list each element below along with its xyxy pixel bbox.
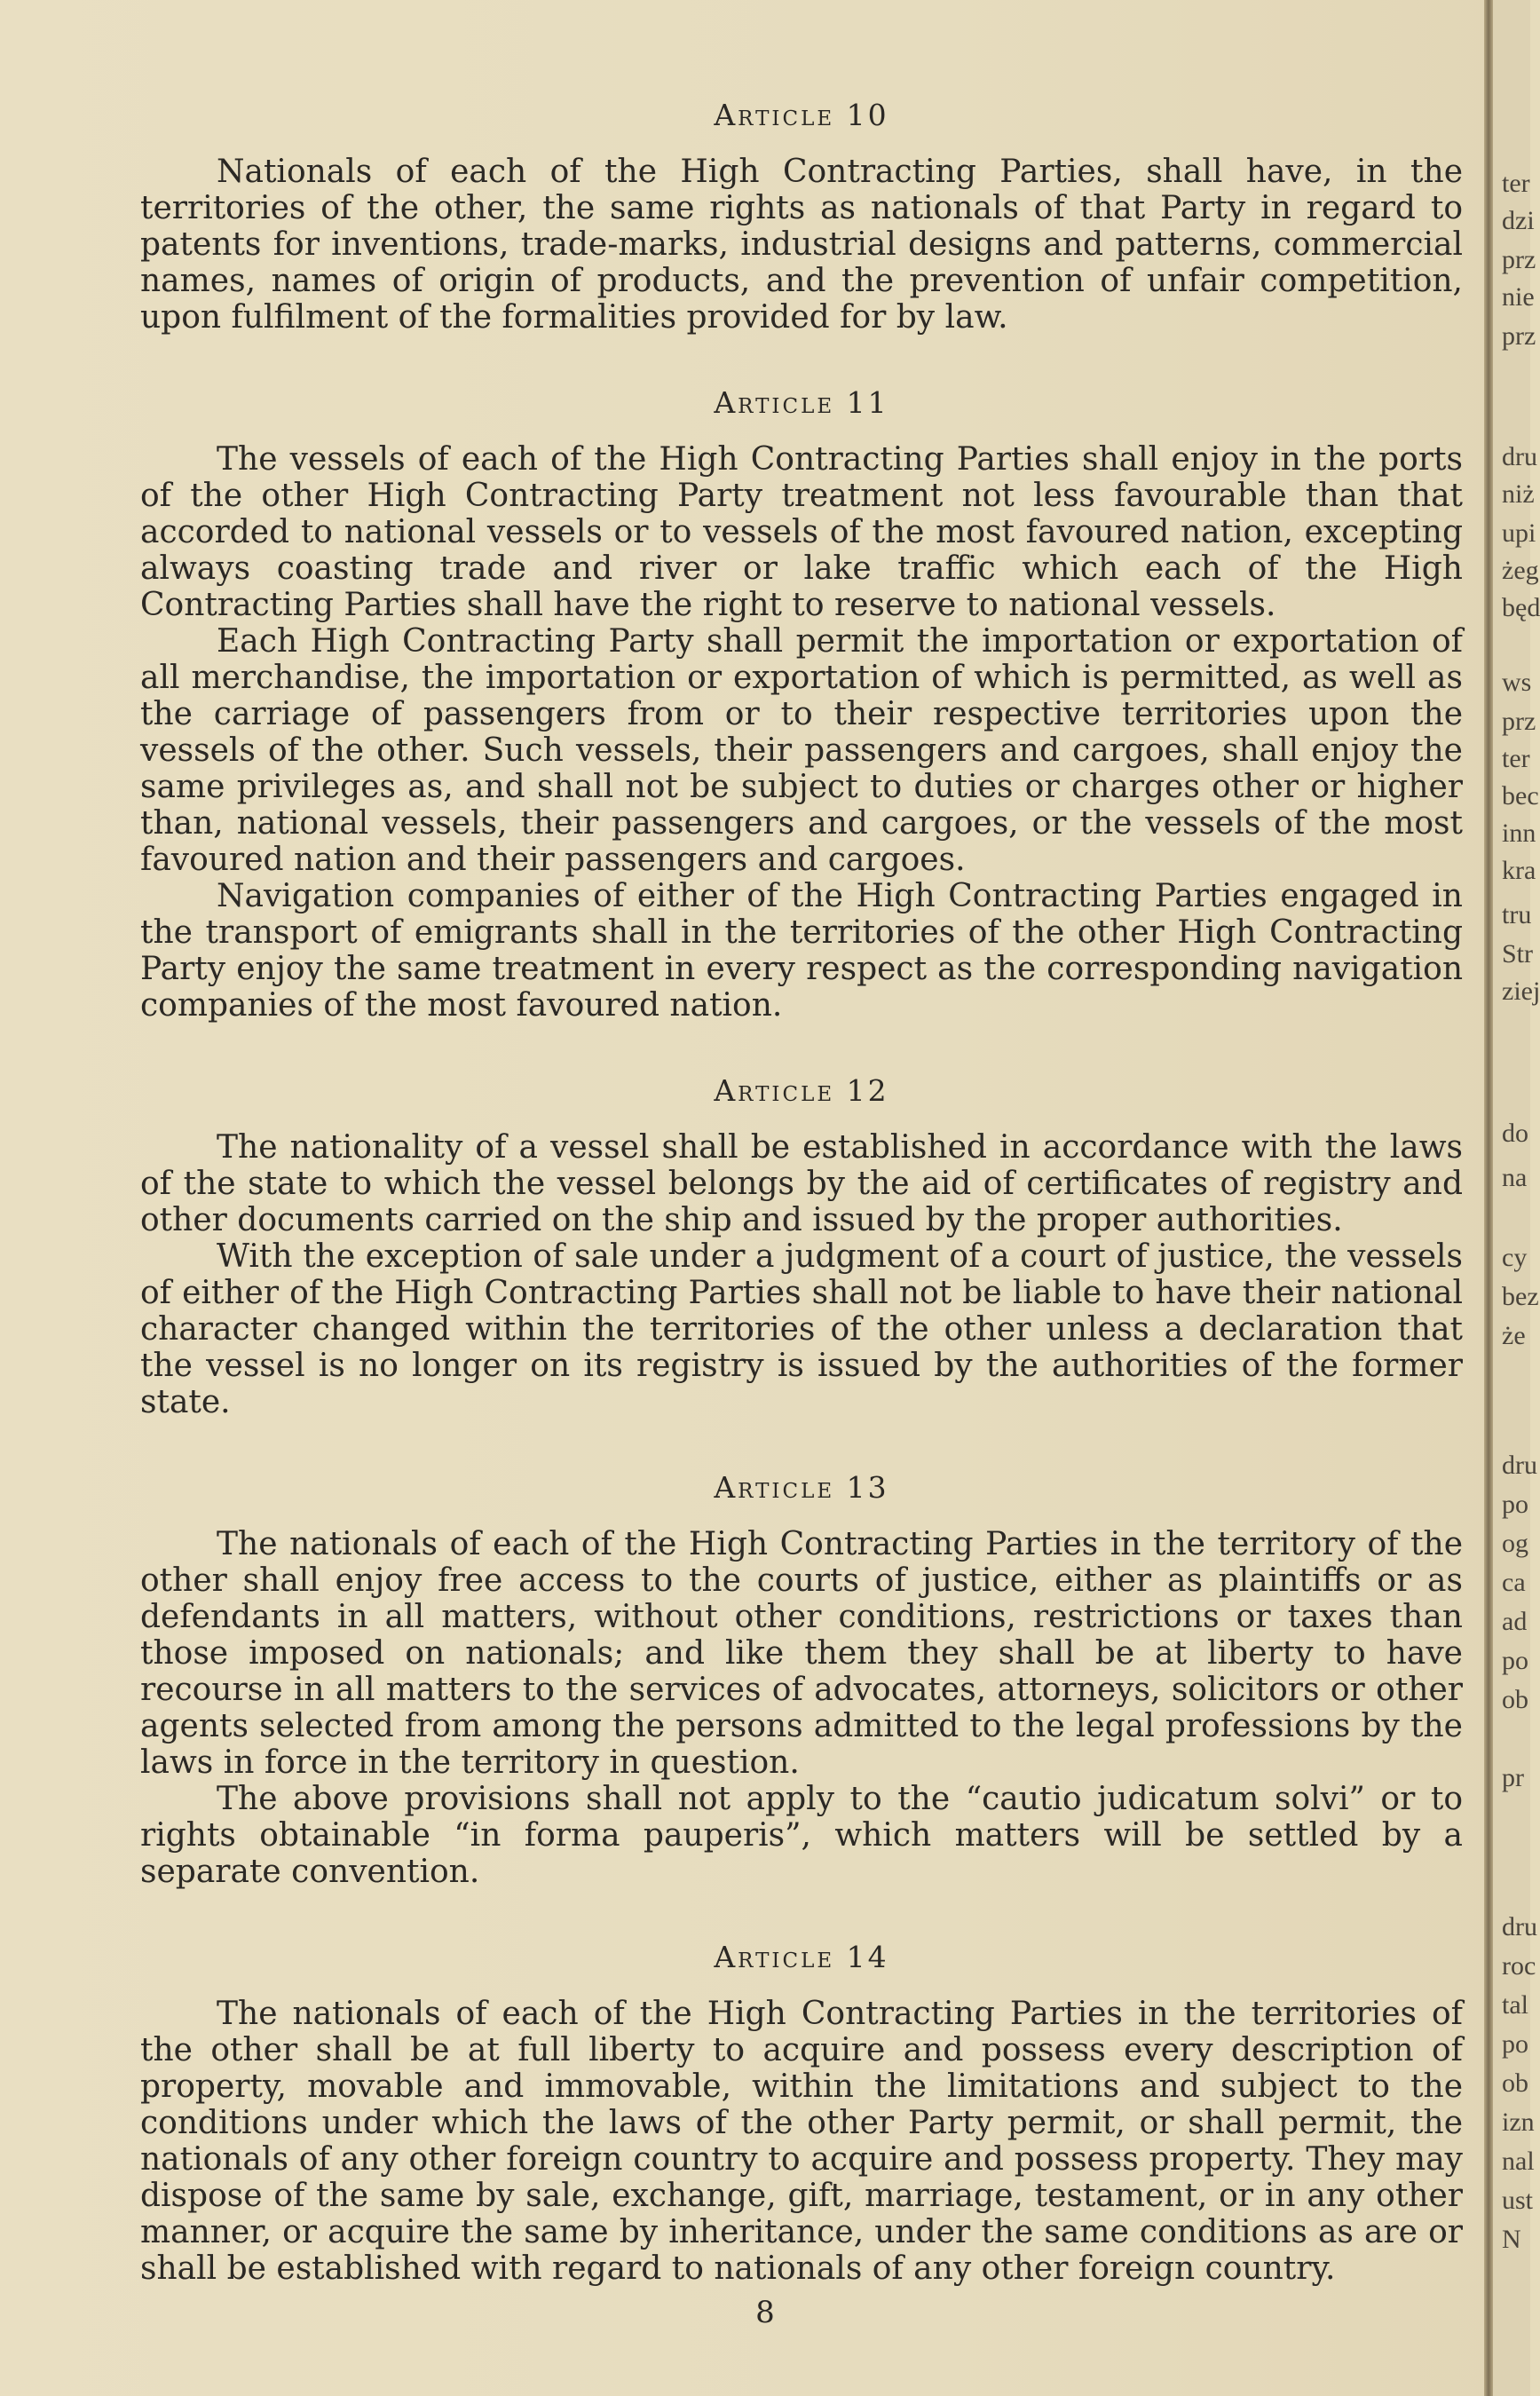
fragment-text: będ bbox=[1502, 593, 1540, 622]
fragment-text: ust bbox=[1502, 2186, 1534, 2215]
fragment-text: że bbox=[1502, 1321, 1526, 1350]
fragment-text: po bbox=[1502, 1490, 1528, 1519]
article-heading: Article 13 bbox=[714, 1470, 889, 1505]
article-paragraph: Each High Contracting Party shall permit the importation or exportation of all merchandise, the importation or exportation of which is permitted, as well as the carriage of passengers from or to their respective territories upon the vessels of the other. Such vessels, their passengers and cargoes, shall enjoy the same privileges as, and shall not be subject to duties or charges other or higher than, national vessels, their passengers and cargoes, or the vessels of the most favoured nation and their passengers and cargoes. bbox=[140, 623, 1463, 878]
article-paragraph: Navigation companies of either of the High Contracting Parties engaged in the transport of emigrants shall in the territories of the other High Contracting Party enjoy the same treatment in every respect as the corresponding navigation companies of the most favoured nation. bbox=[140, 878, 1463, 1024]
fragment-text: nal bbox=[1502, 2147, 1535, 2176]
fragment-text: prz bbox=[1502, 707, 1536, 736]
fragment-text: niż bbox=[1502, 479, 1535, 509]
article-paragraph: The nationality of a vessel shall be established in accordance with the laws of the state to which the vessel belongs by the aid of certificates of registry and other documents carried on the ship and issued by the proper authorities. bbox=[140, 1129, 1463, 1238]
article-paragraph: The nationals of each of the High Contracting Parties in the territory of the other shall enjoy free access to the courts of justice, either as plaintiffs or as defendants in all matters, without other conditions, restrictions or taxes than those imposed on nationals; and like them they shall be at liberty to have recourse in all matters to the services of advocates, attorneys, solicitors or other agents selected from among the persons admitted to the legal professions by the laws in force in the territory in question. bbox=[140, 1526, 1463, 1781]
fragment-text: ob bbox=[1502, 1685, 1528, 1714]
article-paragraph: The vessels of each of the High Contracting Parties shall enjoy in the ports of the other High Contracting Party treatment not less favourable than that accorded to national vessels or to vessels of the most favoured nation, excepting always coasting trade and river or lake traffic which each of the High Contracting Parties shall have the right to reserve to national vessels. bbox=[140, 441, 1463, 623]
fragment-text: po bbox=[1502, 1646, 1528, 1675]
fragment-text: dru bbox=[1502, 1451, 1537, 1480]
fragment-text: prz bbox=[1502, 321, 1536, 351]
article-paragraph: The nationals of each of the High Contracting Parties in the territories of the other shall be at full liberty to acquire and possess every description of property, movable and immovable, within the limitations and subject to the conditions under which the laws of the other Party permit, or shall permit, the nationals of any other foreign country to acquire and possess property. They may dispose of the same by sale, exchange, gift, marriage, testament, or in any other manner, or acquire the same by inheritance, under the same conditions as are or shall be established with regard to nationals of any other foreign country. bbox=[140, 1996, 1463, 2287]
article-heading: Article 14 bbox=[714, 1940, 889, 1974]
fragment-text: do bbox=[1502, 1119, 1528, 1148]
page-number: 8 bbox=[755, 2295, 775, 2330]
fragment-text: N bbox=[1502, 2225, 1521, 2254]
page-body bbox=[140, 98, 1463, 2337]
fragment-text: bec bbox=[1502, 781, 1539, 811]
article-11 bbox=[140, 385, 1463, 1024]
fragment-text: żeg bbox=[1502, 556, 1539, 585]
article-paragraph: Nationals of each of the High Contracting Parties, shall have, in the territories of the other, the same rights as nationals of that Party in regard to patents for inventions, trade-marks, industrial designs and patterns, commercial names, names of origin of products, and the prevention of unfair competition, upon fulfilment of the formalities provided for by law. bbox=[140, 154, 1463, 336]
book-gutter bbox=[1484, 0, 1493, 2396]
fragment-text: ad bbox=[1502, 1607, 1528, 1636]
fragment-text: pr bbox=[1502, 1763, 1524, 1792]
fragment-text: ca bbox=[1502, 1568, 1526, 1597]
fragment-text: na bbox=[1502, 1163, 1528, 1192]
article-heading: Article 12 bbox=[714, 1073, 889, 1108]
fragment-text: ziej bbox=[1502, 977, 1540, 1006]
article-12 bbox=[140, 1073, 1463, 1420]
article-14 bbox=[140, 1940, 1463, 2287]
article-heading: Article 11 bbox=[714, 385, 889, 420]
fragment-text: dzi bbox=[1502, 206, 1535, 235]
fragment-text: ter bbox=[1502, 169, 1530, 198]
fragment-text: po bbox=[1502, 2029, 1528, 2059]
fragment-text: ter bbox=[1502, 744, 1530, 773]
fragment-text: dru bbox=[1502, 442, 1537, 471]
fragment-text: Str bbox=[1502, 939, 1534, 969]
fragment-text: dru bbox=[1502, 1912, 1537, 1941]
article-10 bbox=[140, 98, 1463, 336]
fragment-text: upi bbox=[1502, 518, 1536, 548]
article-13 bbox=[140, 1470, 1463, 1890]
fragment-text: bez bbox=[1502, 1282, 1539, 1311]
adjacent-page-edge bbox=[1493, 0, 1540, 2396]
fragment-text: inn bbox=[1502, 818, 1536, 848]
article-paragraph: The above provisions shall not apply to the “cautio judicatum solvi” or to rights obtainable “in forma pauperis”, which matters will be settled by a separate convention. bbox=[140, 1781, 1463, 1890]
fragment-text: og bbox=[1502, 1529, 1528, 1558]
fragment-text: prz bbox=[1502, 245, 1536, 274]
article-paragraph: With the exception of sale under a judgment of a court of justice, the vessels of either of the High Contracting Parties shall not be liable to have their national character changed within the territories of the other unless a declaration that the vessel is no longer on its registry is issued by the authorities of the former state. bbox=[140, 1238, 1463, 1420]
fragment-text: ob bbox=[1502, 2068, 1528, 2098]
fragment-text: tru bbox=[1502, 900, 1532, 929]
fragment-text: kra bbox=[1502, 856, 1536, 885]
fragment-text: cy bbox=[1502, 1243, 1528, 1272]
fragment-text: izn bbox=[1502, 2107, 1535, 2137]
fragment-text: nie bbox=[1502, 282, 1535, 312]
fragment-text: roc bbox=[1502, 1951, 1536, 1981]
article-heading: Article 10 bbox=[714, 98, 889, 132]
fragment-text: ws bbox=[1502, 668, 1532, 697]
fragment-text: tal bbox=[1502, 1990, 1528, 2020]
